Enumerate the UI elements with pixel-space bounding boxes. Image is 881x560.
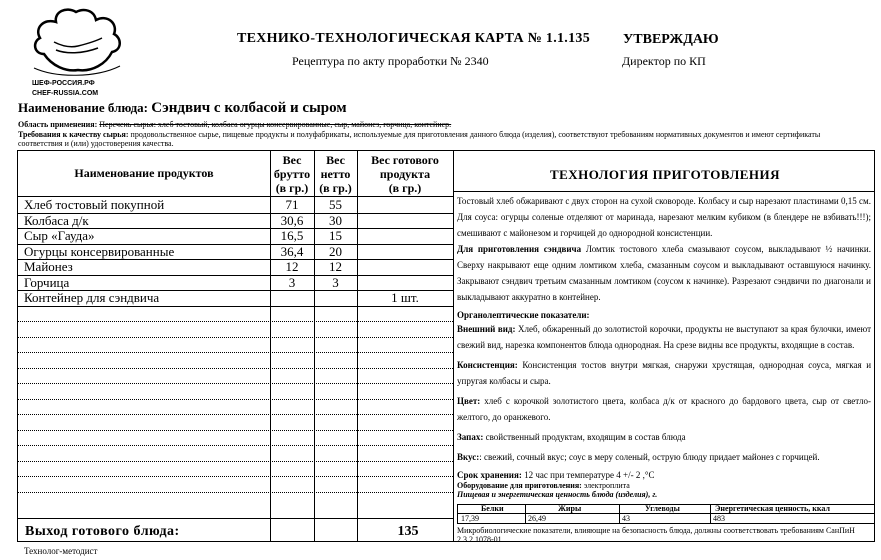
logo-domain: CHEF-RUSSIA.COM	[32, 90, 99, 97]
ingredient-gross: 3	[288, 274, 296, 290]
requirements-text: продовольственное сырье, пищевые продукты и полуфабрикаты, используемые для приготовления данного блюда (изделия), соответствуют требованиям нормативных документов и имеют сертификаты соответствия и (или) удостоверения качества.	[18, 130, 821, 148]
col-divider	[357, 151, 358, 541]
ingredient-gross: 16,5	[280, 228, 304, 243]
ingredient-gross: 12	[285, 259, 299, 274]
nutrition-header-protein: Белки	[481, 504, 504, 513]
ingredient-ready: 1 шт.	[391, 290, 419, 305]
ingredient-name: Колбаса д/к	[24, 212, 89, 228]
ingredient-name: Сыр «Гауда»	[24, 228, 95, 243]
nutrition-protein: 17,39	[461, 514, 479, 523]
tech-card-table	[17, 150, 875, 542]
approve-label: УТВЕРЖДАЮ	[623, 32, 719, 47]
scope-label: Область применения:	[18, 120, 98, 129]
ingredient-net: 12	[329, 259, 342, 274]
ingredient-name: Горчица	[24, 274, 70, 290]
dish-name: Сэндвич с колбасой и сыром	[151, 100, 347, 116]
header-net: Вес нетто (в гр.)	[319, 153, 352, 195]
taste-text: Вкус:: свежий, сочный вкус; соус в меру соленый, острую блюду придает майонез с горчицей.	[457, 452, 820, 462]
ingredient-net: 3	[332, 274, 339, 290]
ingredient-net: 55	[329, 197, 342, 212]
scope-text: Перечень сырья: хлеб тостовый, колбаса огурцы консервированные, сыр, майонез, горчица, контейнер.	[99, 120, 452, 129]
header-gross: Вес брутто (в гр.)	[273, 153, 311, 195]
ingredient-net: 20	[329, 243, 342, 259]
microbiology-note: Микробиологические показатели, влияющие на безопасность блюда, должны соответствовать требованиям СанПиН 2.3.2.1078-01	[457, 526, 855, 544]
technology-title: ТЕХНОЛОГИЯ ПРИГОТОВЛЕНИЯ	[549, 167, 781, 182]
ingredient-name: Контейнер для сэндвича	[24, 290, 160, 305]
ingredient-name: Майонез	[24, 259, 73, 274]
logo	[18, 6, 133, 96]
dish-name-row	[18, 100, 347, 117]
nutrition-energy: 483	[713, 514, 725, 523]
nutrition-fat: 26,49	[528, 514, 546, 523]
scope-row	[18, 120, 858, 129]
ingredient-net: 30	[329, 212, 342, 228]
nutrition-carbs: 43	[622, 514, 630, 523]
technology-text	[457, 193, 871, 499]
ingredient-net: 15	[329, 228, 342, 243]
chef-hat-icon	[26, 6, 126, 78]
ingredient-gross: 36,4	[280, 243, 304, 259]
tech-step-1: Тостовый хлеб обжаривают с двух сторон на сухой сковороде. Колбасу и сыр нарезают пластинами 0,15 см. Для соуса: огурцы соленые отделяют от маринада, нарезают мелким кубиком (в блендере не взбивать!!!); смешивают с майонезом и горчицей до однородной консистенции.	[457, 196, 871, 238]
ingredient-name: Огурцы консервированные	[24, 243, 175, 259]
nutrition-header-carbs: Углеводы	[645, 504, 680, 513]
consistency-text: Консистенция: Консистенция тостов внутри мягкая, снаружи хрустящая, однородная соуса, мягкая и упругая колбасы и сыра.	[457, 360, 872, 386]
nutrition-header-fat: Жиры	[558, 504, 582, 513]
recipe-act: Рецептура по акту проработки № 2340	[292, 54, 489, 68]
storage-text: Срок хранения: 12 час при температуре 4 +/- 2 ,°С	[457, 470, 655, 480]
organoleptic-title: Органолептические показатели:	[457, 310, 590, 320]
color-text: Цвет: хлеб с корочкой золотистого цвета, колбаса д/к от красного до бардового цвета, сыр от светло-желтого, до оранжевого.	[457, 396, 871, 422]
dish-label: Наименование блюда:	[18, 100, 148, 115]
nutrition-header-energy: Энергетическая ценность, ккал	[715, 504, 830, 513]
header-ready: Вес готового продукта (в гр.)	[371, 153, 439, 195]
director-label: Директор по КП	[622, 54, 706, 68]
requirements-row	[18, 130, 858, 148]
header-product: Наименование продуктов	[74, 166, 214, 180]
smell-text: Запах: свойственный продуктам, входящим в состав блюда	[457, 432, 686, 442]
appearance-text: Внешний вид: Хлеб, обжаренный до золотистой корочки, продукты не выступают за края булочки, имеют свежий вид, нарезка компонентов блюда однородная. На срезе видны все продукты, входящие в состав.	[457, 324, 872, 350]
yield-label: Выход готового блюда:	[25, 524, 180, 539]
ingredient-gross: 71	[285, 197, 299, 212]
tech-step-2: Для приготовления сэндвича Ломтик тостового хлеба смазывают соусом, выкладывают ½ начинки. Сверху накрывают еще одним ломтиком хлеба, смазанным соусом и выкладывают оставшуюся начинку. Закрывают сэндвич третьим смазанным ломтиком (соусом к начинке). Разрезают сэндвичи по диагонали и выкладывают аккуратно в контейнер.	[457, 244, 871, 302]
footer-signature: Технолог-методист	[24, 546, 98, 556]
ingredient-name: Хлеб тостовый покупной	[24, 197, 165, 212]
equipment-text: Оборудование для приготовления: электроплита	[457, 481, 630, 490]
nutrition-title: Пищевая и энергетическая ценность блюда (изделия), г.	[457, 490, 658, 499]
col-divider	[453, 151, 454, 541]
yield-value: 135	[397, 524, 419, 539]
card-title: ТЕХНИКО-ТЕХНОЛОГИЧЕСКАЯ КАРТА № 1.1.135	[237, 31, 591, 46]
requirements-label: Требования к качеству сырья:	[18, 130, 129, 139]
logo-name: ШЕФ-РОССИЯ.РФ	[32, 80, 95, 87]
ingredient-gross: 30,6	[280, 212, 304, 228]
